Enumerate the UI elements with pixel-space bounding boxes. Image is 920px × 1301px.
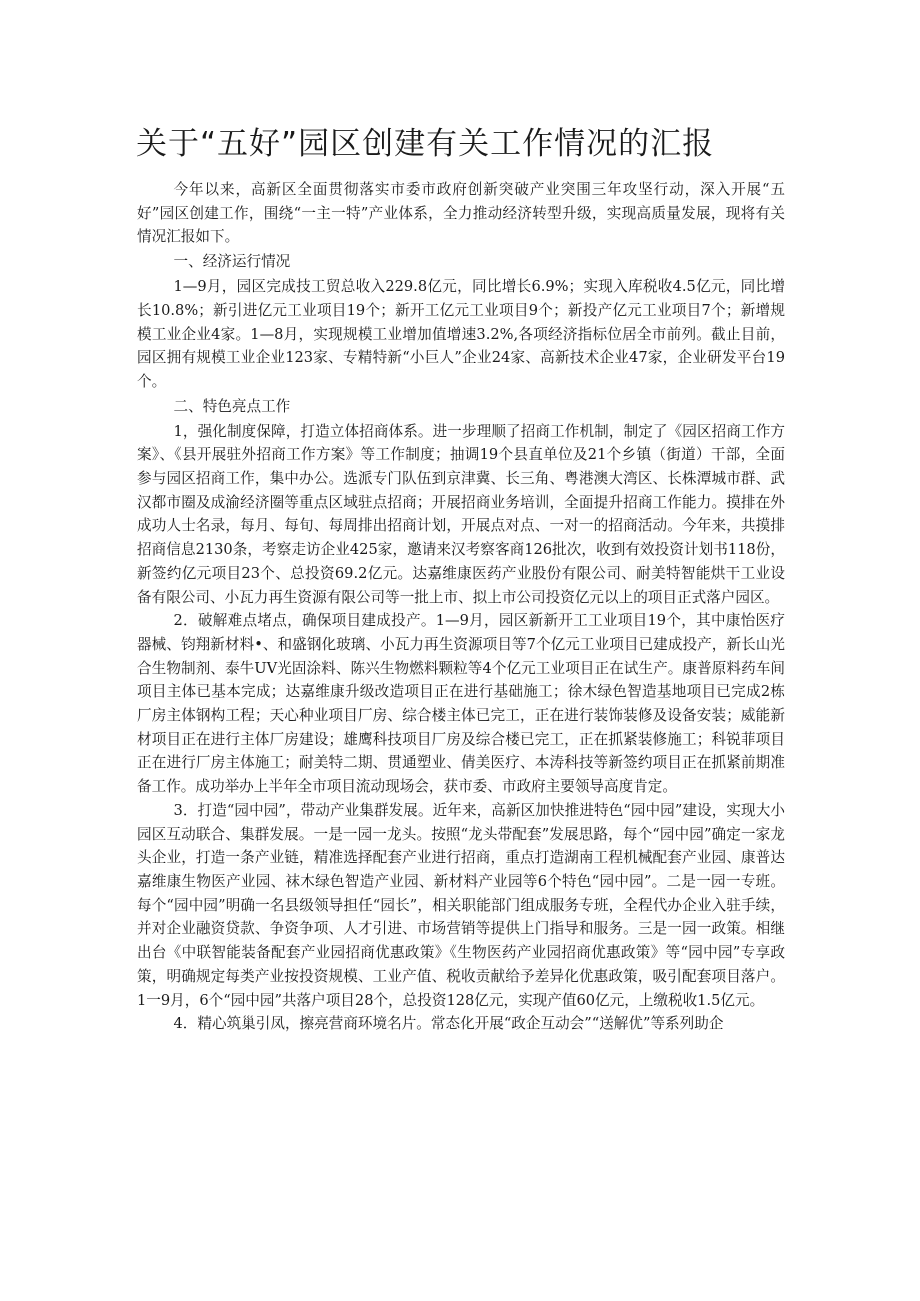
highlight-paragraph-1: 1，强化制度保障，打造立体招商体系。进一步理顺了招商工作机制，制定了《园区招商工作方案》、《县开展驻外招商工作方案》等工作制度；抽调19个县直单位及21个乡镇（街道）干部，全面参与园区招商工作，集中办公。选派专门队伍到京津冀、长三角、粤港澳大湾区、长株潭城市群、武汉都市圈及成渝经济圈等重点区域驻点招商；开展招商业务培训，全面提升招商工作能力。摸排在外成功人士名录，每月、每旬、每周排出招商计划，开展点对点、一对一的招商活动。今年来，共摸排招商信息2130条，考察走访企业425家，邀请来汉考察客商126批次，收到有效投资计划书118份，新签约亿元项目23个、总投资69.2亿元。达嘉维康医药产业股份有限公司、耐美特智能烘干工业设备有限公司、小瓦力再生资源有限公司等一批上市、拟上市公司投资亿元以上的项目正式落户园区。 [137,422,785,606]
highlight-paragraph-4: 4．精心筑巢引凤，擦亮营商环境名片。常态化开展“政企互动会”“送解优”等系列助企 [173,1015,724,1033]
highlight-paragraph-2: 2．破解难点堵点，确保项目建成投产。1—9月，园区新新开工工业项目19个，其中康怡医疗器械、钧翔新材料•、和盛钢化玻璃、小瓦力再生资源项目等7个亿元工业项目已建成投产，新长山光合生物制剂、泰牛UV光固涂料、陈兴生物燃料颗粒等4个亿元工业项目正在试生产。康普原料药车间项目主体已基本完成；达嘉维康升级改造项目正在进行基础施工；徐木绿色智造基地项目已完成2栋厂房主体钢构工程；天心种业项目厂房、综合楼主体已完工，正在进行装饰装修及设备安装；威能新材项目正在进行主体厂房建设；雄鹰科技项目厂房及综合楼已完工，正在抓紧装修施工；科锐菲项目正在进行厂房主体施工；耐美特二期、贯通塑业、倩美医疗、本涛科技等新签约项目正在抓紧前期准备工作。成功举办上半年全市项目流动现场会，获市委、市政府主要领导高度肯定。 [137,612,785,796]
document-title: 关于“五好”园区创建有关工作情况的汇报 [136,126,715,162]
section-heading-highlights: 二、特色亮点工作 [173,397,291,415]
section-heading-economic: 一、经济运行情况 [173,253,291,271]
economic-paragraph: 1—9月，园区完成技工贸总收入229.8亿元，同比增长6.9%；实现入库税收4.5亿元，同比增长10.8%；新引进亿元工业项目19个；新开工亿元工业项目9个；新投产亿元工业项目7个；新增规模工业企业4家。1—8月，实现规模工业增加值增速3.2%,各项经济指标位居全市前列。截止目前，园区拥有规模工业企业123家、专精特新“小巨人”企业24家、高新技术企业47家，企业研发平台19个。 [137,278,785,390]
intro-paragraph: 今年以来，高新区全面贯彻落实市委市政府创新突破产业突围三年攻坚行动，深入开展“五好”园区创建工作，围绕“一主一特”产业体系，全力推动经济转型升级，实现高质量发展，现将有关情况汇报如下。 [137,181,785,246]
highlight-paragraph-3: 3．打造“园中园”，带动产业集群发展。近年来，高新区加快推进特色“园中园”建设，实现大小园区互动联合、集群发展。一是一园一龙头。按照“龙头带配套”发展思路，每个“园中园”确定一家龙头企业，打造一条产业链，精准选择配套产业进行招商，重点打造湖南工程机械配套产业园、康普达嘉维康生物医产业园、袜木绿色智造产业园、新材料产业园等6个特色“园中园”。二是一园一专班。每个“园中园”明确一名县级领导担任“园长”，相关职能部门组成服务专班，全程代办企业入驻手续，并对企业融资贷款、争资争项、人才引进、市场营销等提供上门指导和服务。三是一园一政策。相继出台《中联智能装备配套产业园招商优惠政策》《生物医药产业园招商优惠政策》等“园中园”专享政策，明确规定每类产业按投资规模、工业产值、税收贡献给予差异化优惠政策，吸引配套项目落户。1一9月，6个“园中园”共落户项目28个，总投资128亿元，实现产值60亿元，上缴税收1.5亿元。 [137,801,785,1009]
document-body [137,178,785,1036]
